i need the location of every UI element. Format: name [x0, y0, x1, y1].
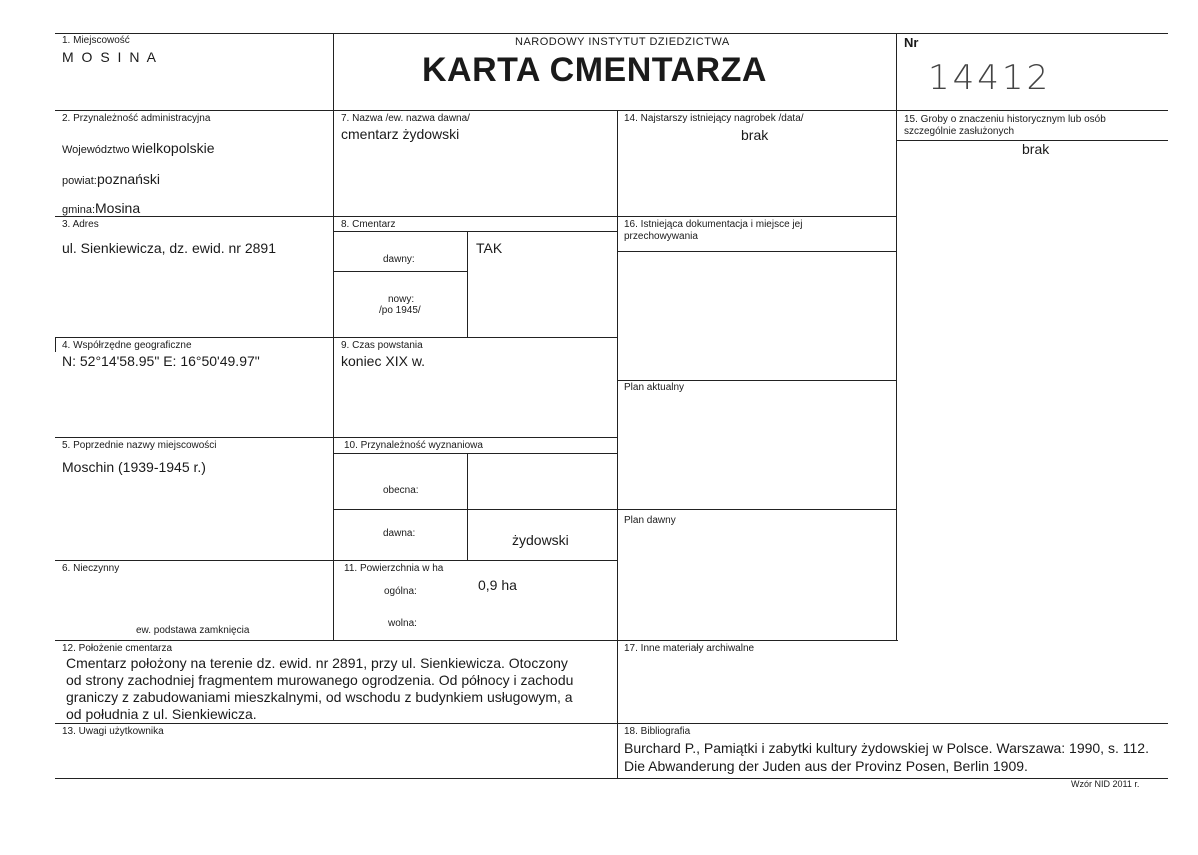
- rule-cm-1: [333, 231, 617, 232]
- bibliografia-line-2: Die Abwanderung der Juden aus der Provinz Posen, Berlin 1909.: [624, 758, 1028, 774]
- field-12-line-1: Cmentarz położony na terenie dz. ewid. nr 2891, przy ul. Sienkiewicza. Otoczony: [66, 655, 568, 671]
- field-9-label: 9. Czas powstania: [341, 340, 423, 351]
- gmina-label: gmina:: [62, 204, 96, 216]
- field-11-label: 11. Powierzchnia w ha: [344, 563, 444, 574]
- plan-aktualny-label: Plan aktualny: [624, 382, 685, 393]
- field-14-value: brak: [741, 127, 769, 143]
- field-4-value: N: 52°14'58.95" E: 16°50'49.97": [62, 353, 260, 369]
- cmentarz-nowy-sub: /po 1945/: [379, 305, 421, 316]
- field-5-value: Moschin (1939-1945 r.): [62, 459, 206, 475]
- page-title: KARTA CMENTARZA: [422, 51, 767, 89]
- rule-v-mid: [617, 110, 618, 778]
- rule-col3-c: [617, 380, 896, 381]
- bibliografia-line-1: Burchard P., Pamiątki i zabytki kultury żydowskiej w Polsce. Warszawa: 1990, s. 112.: [624, 740, 1149, 756]
- field-6-sub: ew. podstawa zamknięcia: [136, 625, 250, 636]
- form-template-note: Wzór NID 2011 r.: [1071, 779, 1140, 789]
- field-6-label: 6. Nieczynny: [62, 563, 120, 574]
- field-10-label: 10. Przynależność wyznaniowa: [344, 440, 483, 451]
- rule-col3-d: [617, 509, 896, 510]
- cmentarz-nowy-label: nowy:: [388, 294, 415, 305]
- powiat-value: poznański: [97, 171, 161, 187]
- field-1-value: M O S I N A: [62, 49, 158, 65]
- field-15-label-1: 15. Groby o znaczeniu historycznym lub osób: [904, 114, 1106, 125]
- rule-v-wy: [467, 453, 468, 560]
- wyznanie-dawna-label: dawna:: [383, 528, 416, 539]
- powiat-label: powiat:: [62, 175, 97, 187]
- field-12-line-4: od południa z ul. Sienkiewicza.: [66, 706, 257, 722]
- field-9-value: koniec XIX w.: [341, 353, 426, 369]
- wyznanie-dawna-value: żydowski: [512, 532, 569, 548]
- powierzchnia-ogolna-value: 0,9 ha: [478, 577, 517, 593]
- field-3-label: 3. Adres: [62, 219, 99, 230]
- powierzchnia-ogolna-label: ogólna:: [384, 586, 417, 597]
- rule-left-6: [55, 560, 617, 561]
- powierzchnia-wolna-label: wolna:: [388, 618, 417, 629]
- field-12-label: 12. Położenie cmentarza: [62, 643, 173, 654]
- rule-row2: [55, 110, 1168, 111]
- field-16-label-2: przechowywania: [624, 231, 698, 242]
- rule-wy-1: [333, 453, 617, 454]
- rule-v-right: [896, 33, 897, 640]
- rule-top: [55, 33, 1168, 34]
- rule-left-4: [55, 337, 617, 338]
- field-2-label: 2. Przynależność administracyjna: [62, 113, 211, 124]
- rule-row12: [55, 640, 898, 641]
- rule-cm-2: [333, 271, 467, 272]
- field-13-label: 13. Uwagi użytkownika: [62, 726, 164, 737]
- field-7-label: 7. Nazwa /ew. nazwa dawna/: [341, 113, 470, 124]
- field-14-label: 14. Najstarszy istniejący nagrobek /data/: [624, 113, 804, 124]
- plan-dawny-label: Plan dawny: [624, 515, 676, 526]
- field-12-line-3: graniczy z zabudowaniami mieszkalnymi, od wschodu z budynkiem usługowym, a: [66, 689, 573, 705]
- rule-v-cm: [467, 231, 468, 337]
- gmina-value: Mosina: [95, 200, 141, 216]
- field-15-label-2: szczególnie zasłużonych: [904, 126, 1015, 137]
- field-12-line-2: od strony zachodniej fragmentem murowanego ogrodzenia. Od północy i zachodu: [66, 672, 574, 688]
- field-16-label-1: 16. Istniejąca dokumentacja i miejsce jej: [624, 219, 803, 230]
- rule-col3-b: [617, 251, 896, 252]
- field-5-label: 5. Poprzednie nazwy miejscowości: [62, 440, 217, 451]
- wojewodztwo-value: wielkopolskie: [132, 140, 215, 156]
- field-4-label: 4. Współrzędne geograficzne: [62, 340, 192, 351]
- field-8-label: 8. Cmentarz: [341, 219, 396, 230]
- rule-v-tick: [55, 338, 56, 352]
- wyznanie-obecna-label: obecna:: [383, 485, 419, 496]
- rule-wy-2: [333, 509, 617, 510]
- field-18-label: 18. Bibliografia: [624, 726, 691, 737]
- rule-col3-a: [617, 216, 896, 217]
- wojewodztwo-label: Województwo: [62, 144, 130, 156]
- rule-bottom: [55, 778, 617, 779]
- field-7-value: cmentarz żydowski: [341, 126, 460, 142]
- nr-label: Nr: [904, 35, 919, 50]
- rule-left-5: [55, 437, 617, 438]
- rule-left-13: [55, 723, 617, 724]
- field-3-value: ul. Sienkiewicza, dz. ewid. nr 2891: [62, 240, 276, 256]
- cmentarz-dawny-value: TAK: [476, 240, 503, 256]
- field-17-label: 17. Inne materiały archiwalne: [624, 643, 755, 654]
- cmentarz-dawny-label: dawny:: [383, 254, 415, 265]
- field-15-value: brak: [1022, 141, 1050, 157]
- nr-handwritten-value: 14412: [928, 58, 1052, 98]
- rule-right-18: [617, 723, 1168, 724]
- rule-v-left: [333, 33, 334, 640]
- field-1-label: 1. Miejscowość: [62, 35, 130, 46]
- institute-name: NARODOWY INSTYTUT DZIEDZICTWA: [515, 36, 730, 48]
